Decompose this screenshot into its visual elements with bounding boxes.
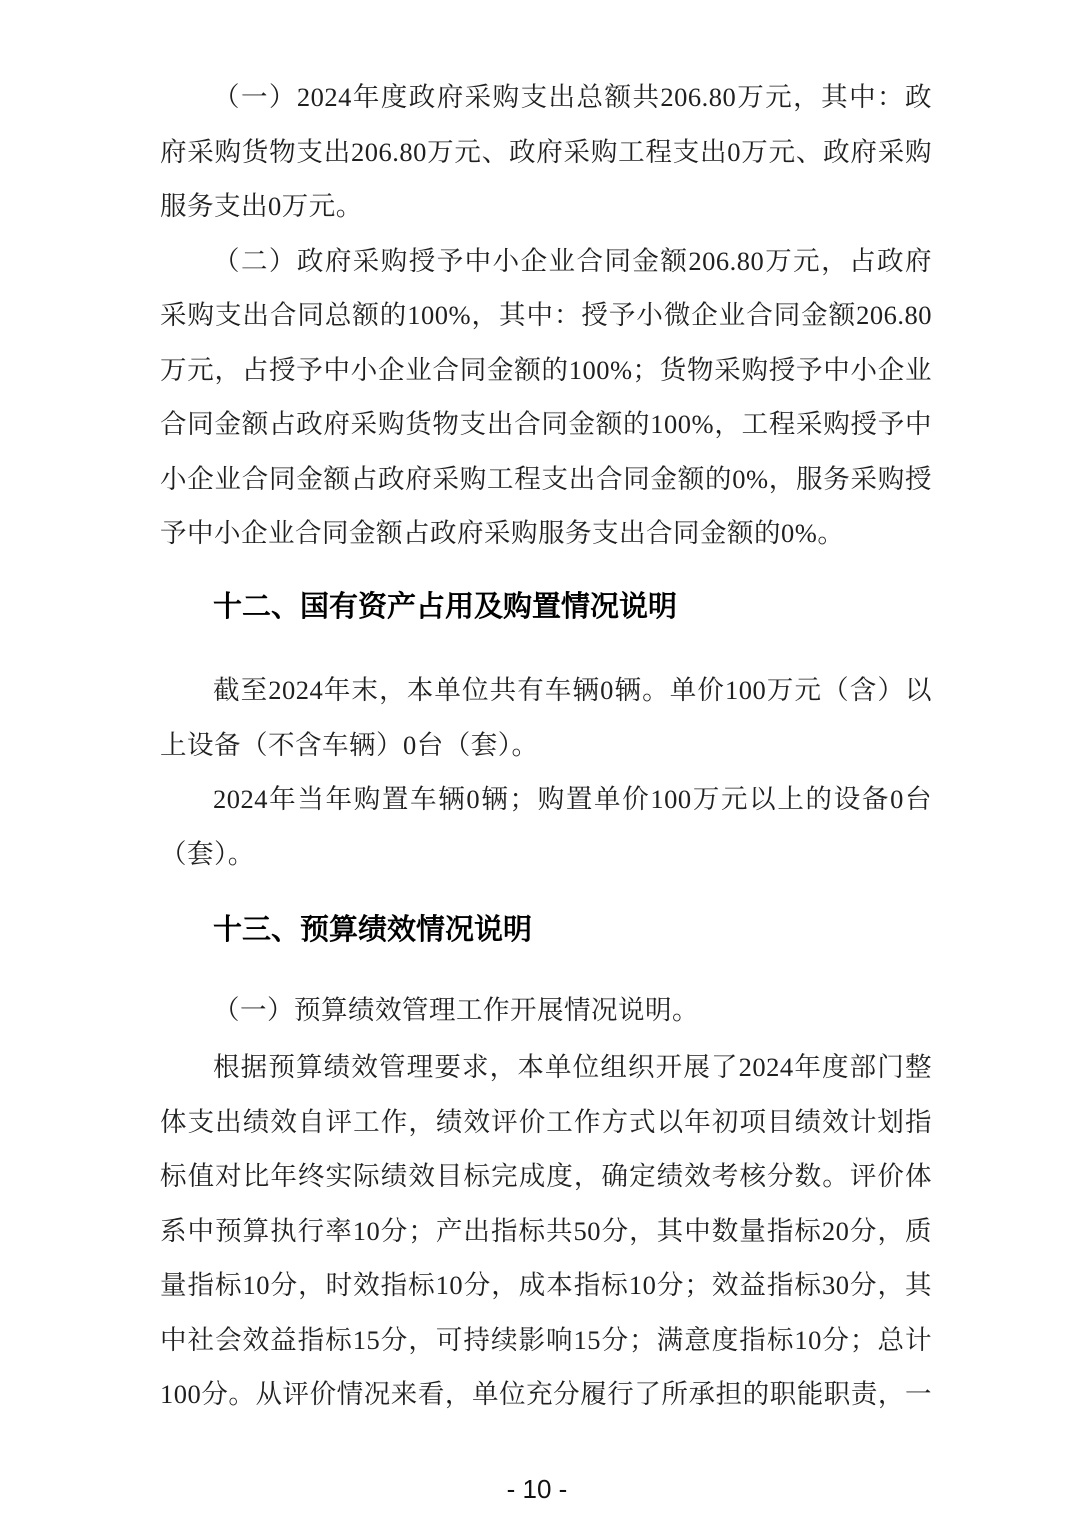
- body-line: 系中预算执行率10分；产出指标共50分，其中数量指标20分，质: [160, 1215, 932, 1246]
- body-line: 服务支出0万元。: [160, 191, 363, 221]
- paragraph-procurement-total: [160, 70, 932, 234]
- body-line: （二）政府采购授予中小企业合同金额206.80万元，占政府: [213, 245, 932, 276]
- body-line: 上设备（不含车辆）0台（套）。: [160, 729, 539, 760]
- body-line: 府采购货物支出206.80万元、政府采购工程支出0万元、政府采购: [160, 136, 932, 167]
- body-line: 2024年当年购置车辆0辆；购置单价100万元以上的设备0台: [213, 784, 932, 814]
- body-line: 根据预算绩效管理要求，本单位组织开展了2024年度部门整: [213, 1052, 932, 1082]
- section-heading-state-assets: 十二、国有资产占用及购置情况说明: [213, 590, 678, 623]
- body-line: 标值对比年终实际绩效目标完成度，确定绩效考核分数。评价体: [160, 1161, 932, 1191]
- body-line: （一）2024年度政府采购支出总额共206.80万元，其中：政: [213, 82, 932, 112]
- paragraph-assets-yearend: [160, 663, 932, 772]
- section-heading-budget-performance: 十三、预算绩效情况说明: [213, 914, 533, 946]
- page-content: [160, 70, 932, 1422]
- body-line: （套）。: [160, 838, 255, 869]
- body-line: 体支出绩效自评工作，绩效评价工作方式以年初项目绩效计划指: [160, 1106, 932, 1137]
- body-line: 100分。从评价情况来看，单位充分履行了所承担的职能职责，一: [160, 1379, 932, 1409]
- body-line: 予中小企业合同金额占政府采购服务支出合同金额的0%。: [160, 518, 845, 548]
- body-line: 量指标10分，时效指标10分，成本指标10分；效益指标30分，其: [160, 1270, 932, 1300]
- paragraph-procurement-sme: [160, 234, 932, 561]
- body-line: 合同金额占政府采购货物支出合同金额的100%，工程采购授予中: [160, 409, 932, 439]
- page-footer: [0, 1474, 1074, 1504]
- body-line: 截至2024年末，本单位共有车辆0辆。单价100万元（含）以: [213, 675, 932, 705]
- body-line: 采购支出合同总额的100%，其中：授予小微企业合同金额206.80: [160, 300, 932, 330]
- body-line: 万元，占授予中小企业合同金额的100%；货物采购授予中小企业: [160, 354, 932, 385]
- page-number: - 10 -: [506, 1474, 568, 1504]
- body-line: 中社会效益指标15分，可持续影响15分；满意度指标10分；总计: [160, 1324, 932, 1355]
- paragraph-assets-purchase: [160, 772, 932, 881]
- paragraph-performance-evaluation: [160, 1040, 932, 1422]
- body-line: 小企业合同金额占政府采购工程支出合同金额的0%，服务采购授: [160, 463, 932, 494]
- subsection-heading-performance-management: （一）预算绩效管理工作开展情况说明。: [213, 994, 699, 1025]
